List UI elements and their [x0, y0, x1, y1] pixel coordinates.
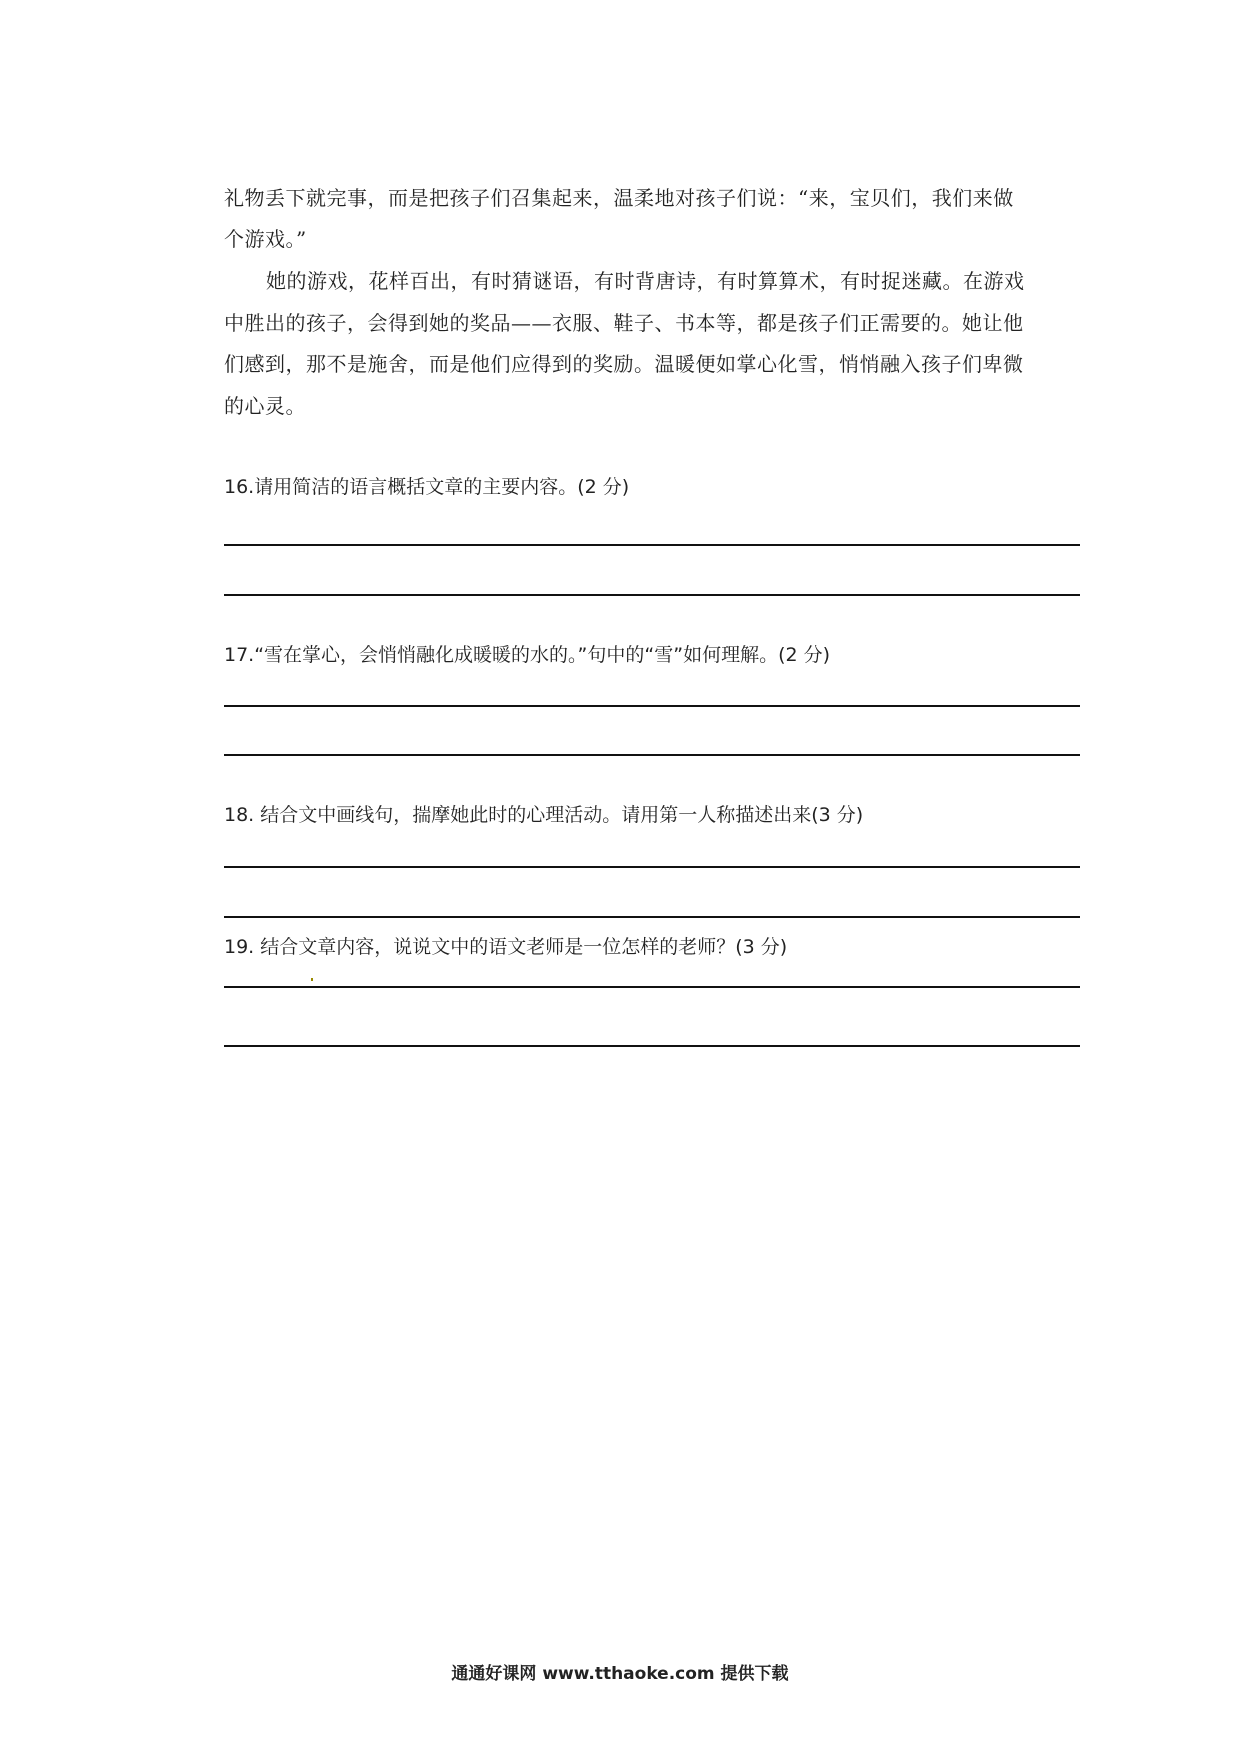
answer-line[interactable] [224, 986, 1080, 988]
passage-line: 的心灵。 [224, 394, 306, 418]
passage-line: 中胜出的孩子，会得到她的奖品——衣服、鞋子、书本等，都是孩子们正需要的。她让他 [224, 311, 1024, 335]
question-18: 18. 结合文中画线句，揣摩她此时的心理活动。请用第一人称描述出来(3 分) [224, 804, 864, 826]
passage-line: 她的游戏，花样百出，有时猜谜语，有时背唐诗，有时算算术，有时捉迷藏。在游戏 [266, 269, 1025, 293]
answer-line[interactable] [224, 916, 1080, 918]
answer-line[interactable] [224, 705, 1080, 707]
passage-line: 个游戏。” [224, 227, 307, 251]
question-16: 16.请用简洁的语言概括文章的主要内容。(2 分) [224, 476, 630, 498]
passage-line: 礼物丢下就完事，而是把孩子们召集起来，温柔地对孩子们说：“来，宝贝们，我们来做 [224, 186, 1014, 210]
answer-line[interactable] [224, 594, 1080, 596]
answer-line[interactable] [224, 754, 1080, 756]
question-17: 17.“雪在掌心，会悄悄融化成暖暖的水的。”句中的“雪”如何理解。(2 分) [224, 644, 831, 666]
question-19: 19. 结合文章内容，说说文中的语文老师是一位怎样的老师？(3 分) [224, 936, 788, 958]
answer-line[interactable] [224, 1045, 1080, 1047]
footer-source: 通通好课网 www.tthaoke.com 提供下载 [451, 1664, 789, 1684]
answer-line[interactable] [224, 866, 1080, 868]
answer-line[interactable] [224, 544, 1080, 546]
stray-mark [311, 978, 313, 981]
passage-line: 们感到，那不是施舍，而是他们应得到的奖励。温暖便如掌心化雪，悄悄融入孩子们卑微 [224, 352, 1024, 376]
